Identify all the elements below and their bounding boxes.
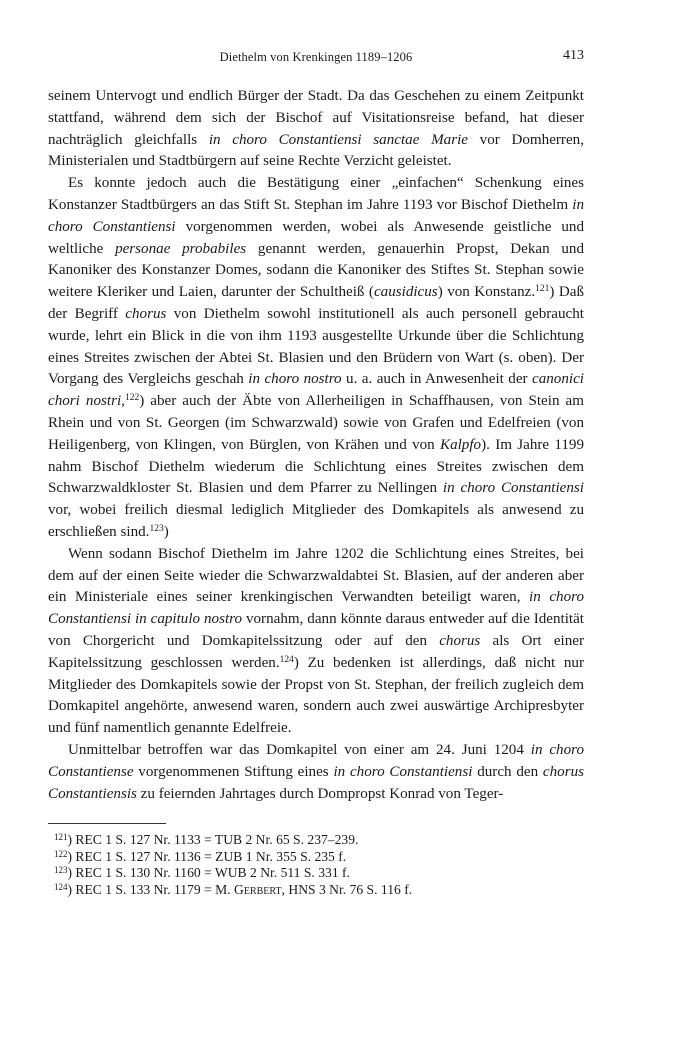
text-run: Wenn sodann Bischof Diethelm im Jahre 1202 die Schlichtung eines Streites, bei dem auf der einen Seite wieder die Schwarzwaldabtei St. Blasien, auf der anderen aber ein Ministeriale eines seiner krenkingischen Verwandten beteiligt waren, [48, 545, 584, 606]
text-run: als Ort einer Kapitelssitzung geschlossen werden. [48, 632, 585, 671]
latin-phrase: in choro Constantiensi [442, 480, 584, 497]
footnote-number: 122 [54, 848, 68, 859]
body-text [48, 86, 584, 805]
paragraph [48, 544, 584, 740]
text-run: vor Domherren, Ministerialen und Stadtbürgern auf seine Rechte Verzicht geleistet. [48, 131, 584, 170]
latin-phrase: chorus Constantiensis [48, 763, 584, 802]
footnote-list [48, 832, 584, 898]
text-run: ) von Konstanz. [437, 284, 536, 301]
footnote [48, 832, 584, 849]
footnote-ref: 122 [124, 393, 140, 404]
latin-phrase: in choro Constantiense [48, 741, 585, 780]
page-number: 413 [563, 48, 584, 63]
text-run: vorgenommenen Stiftung eines [133, 763, 334, 780]
text-run: ) REC 1 S. 127 Nr. 1133 = TUB 2 Nr. 65 S. 237–239. [67, 832, 359, 847]
latin-phrase: personae probabiles [115, 240, 247, 257]
footnotes [48, 823, 584, 898]
latin-phrase: canonici chori nostri [48, 371, 584, 410]
text-run: durch den [472, 763, 543, 780]
text-run: ) REC 1 S. 127 Nr. 1136 = ZUB 1 Nr. 355 S. 235 f. [67, 848, 347, 864]
footnote [48, 865, 584, 882]
latin-phrase: chorus [439, 632, 481, 649]
text-run: u. a. auch in Anwesenheit der [341, 371, 532, 388]
text-run: ) Zu bedenken ist allerdings, daß nicht nur Mitglieder des Domkapitels sowie der Propst von St. Stephan, der freilich zugleich dem Domkapitel angehörte, anwesend waren, sondern auch zwei auswärtige Archipresbyter und fünf namentlich genannte Edelfreie. [48, 654, 584, 737]
latin-phrase: in choro Constantiensi sanctae Marie [208, 131, 468, 148]
text-run: von Diethelm sowohl institutionell als auch personell gebraucht wurde, lehrt ein Blick in die von ihm 1193 ausgestellte Urkunde über die Schlichtung eines Streites zwischen der Abtei St. Blasien und den Brüdern von Wart (s. oben). Der Vorgang des Vergleichs geschah [48, 305, 584, 388]
footnote-number: 121 [54, 832, 68, 842]
page-header [48, 50, 584, 70]
footnote [48, 882, 584, 899]
author-name: Gerbert [234, 881, 282, 897]
text-run: , HNS 3 Nr. 76 S. 116 f. [281, 881, 413, 897]
text-run: Unmittelbar betroffen war das Domkapitel von einer am 24. Juni 1204 [68, 741, 531, 758]
text-run: vorgenommen werden, wobei als Anwesende geistliche und weltliche [48, 218, 585, 257]
text-run: zu feiernden Jahrtages durch Dompropst Konrad von Teger- [136, 785, 504, 802]
footnote-ref: 123 [149, 523, 164, 534]
latin-phrase: in choro Constantiensi [333, 763, 473, 780]
text-run: ) [163, 523, 169, 540]
running-title: Diethelm von Krenkingen 1189–1206 [219, 50, 413, 64]
paragraph [48, 740, 584, 805]
text-run: vornahm, dann könnte daraus entweder auf die Identität von Chorgericht und Domkapitelssitzung oder auf den [48, 611, 584, 649]
latin-phrase: in choro Constantiensi [48, 196, 584, 235]
footnote-number: 124 [54, 881, 68, 892]
text-run: ). Im Jahre 1199 nahm Bischof Diethelm wiederum die Schlichtung eines Streites zwischen dem Schwarzwaldkloster St. Blasien und dem Pfarrer zu Nellingen [48, 436, 584, 497]
text-run: ) REC 1 S. 130 Nr. 1160 = WUB 2 Nr. 511 S. 331 f. [67, 865, 350, 880]
text-run: ) Daß der Begriff [48, 284, 584, 322]
latin-phrase: in choro nostro [248, 371, 342, 388]
text-run: , [121, 393, 125, 410]
footnote-ref: 124 [279, 654, 294, 665]
footnote-divider [48, 823, 166, 824]
footnote [48, 849, 584, 866]
latin-phrase: chorus [125, 305, 167, 322]
text-run: Es konnte jedoch auch die Bestätigung einer „einfachen“ Schenkung eines Konstanzer Stadtbürgers an das Stift St. Stephan im Jahre 1193 vor Bischof Diethelm [48, 175, 584, 213]
text-run: seinem Untervogt und endlich Bürger der Stadt. Da das Geschehen zu einem Zeitpunkt stattfand, während dem sich der Bischof auf Visitationsreise befand, hat dieser nachträglich gleichfalls [48, 88, 584, 148]
text-run: ) REC 1 S. 133 Nr. 1179 = M. [67, 881, 235, 897]
paragraph [48, 86, 584, 173]
latin-phrase: in choro Constantiensi in capitulo nostro [48, 589, 585, 628]
text-run: vor, wobei freilich diesmal lediglich Mitglieder des Domkapitels als anwesend zu erschließen sind. [48, 502, 584, 540]
footnote-ref: 121 [535, 284, 550, 295]
footnote-number: 123 [54, 865, 68, 875]
text-run: ) aber auch der Äbte von Allerheiligen in Schaffhausen, von Stein am Rhein und von St. Georgen (im Schwarzwald) sowie von Grafen und Edelfreien (von Heiligenberg, von Klingen, von Bürglen, von Krähen und von [48, 393, 584, 453]
latin-phrase: causidicus [373, 284, 438, 301]
latin-phrase: Kalpfo [440, 436, 482, 453]
paragraph [48, 173, 584, 544]
text-run: genannt werden, genauerhin Propst, Dekan und Kanoniker des Konstanzer Domes, sodann die Kanoniker des Stiftes St. Stephan sowie weitere Kleriker und Laien, darunter der Schultheiß ( [48, 240, 584, 301]
